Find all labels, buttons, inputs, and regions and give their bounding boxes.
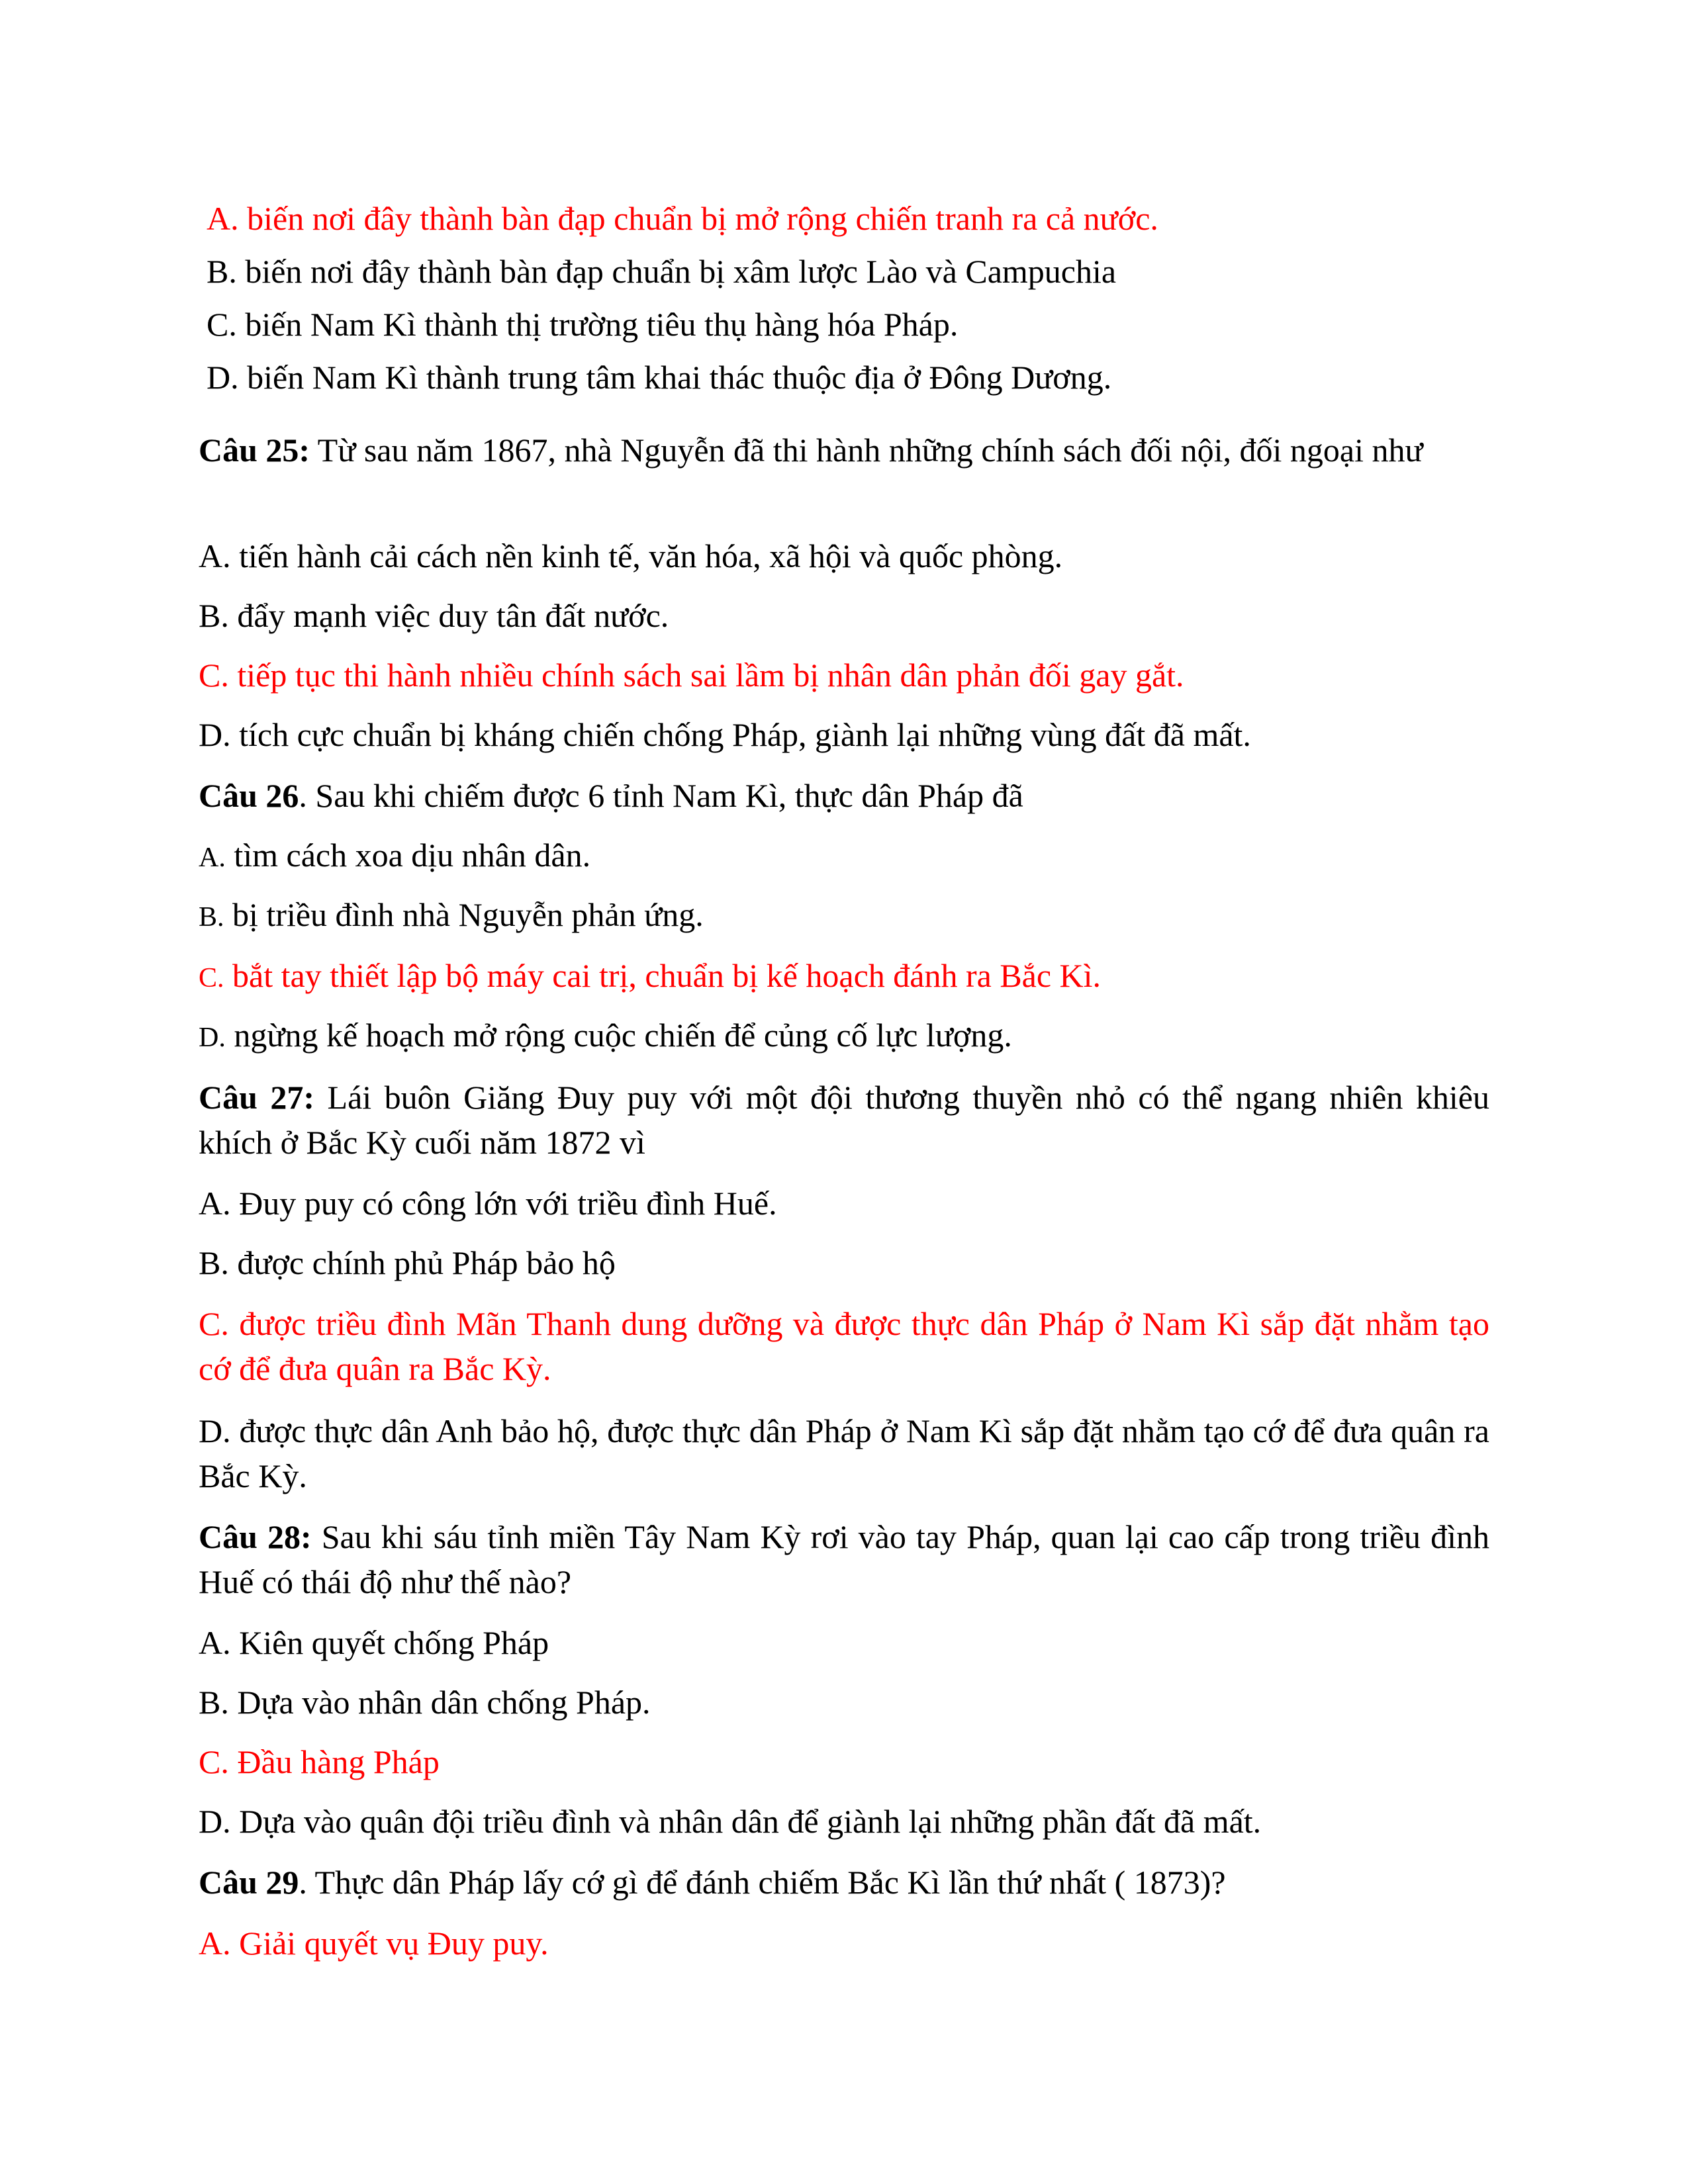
q26-option-c-letter: C. (199, 963, 224, 993)
question-28-label: Câu 28: (199, 1518, 312, 1555)
q25-option-c-correct: C. tiếp tục thi hành nhiều chính sách sai lầm bị nhân dân phản đối gay gắt. (199, 657, 1184, 694)
question-28 (199, 1514, 1489, 1604)
question-26-label: Câu 26 (199, 777, 299, 814)
question-25-text: Từ sau năm 1867, nhà Nguyễn đã thi hành những chính sách đối nội, đối ngoại như (310, 432, 1423, 469)
q27-option-a: A. Đuy puy có công lớn với triều đình Huế. (199, 1185, 777, 1222)
q26-option-b-letter: B. (199, 902, 224, 933)
question-27 (199, 1075, 1489, 1165)
question-27-text: Lái buôn Giăng Đuy puy với một đội thương thuyền nhỏ có thể ngang nhiên khiêu khích ở Bắc Kỳ cuối năm 1872 vì (199, 1079, 1489, 1161)
q26-option-a-text: tìm cách xoa dịu nhân dân. (225, 837, 591, 874)
question-29-label: Câu 29 (199, 1864, 299, 1901)
document-page (199, 0, 1489, 2184)
q25-option-d: D. tích cực chuẩn bị kháng chiến chống Pháp, giành lại những vùng đất đã mất. (199, 716, 1251, 753)
q25-option-b: B. đẩy mạnh việc duy tân đất nước. (199, 597, 669, 634)
question-29-text: . Thực dân Pháp lấy cớ gì để đánh chiếm Bắc Kì lần thứ nhất ( 1873)? (299, 1864, 1226, 1901)
q28-option-a: A. Kiên quyết chống Pháp (199, 1624, 549, 1661)
question-26-text: . Sau khi chiếm được 6 tỉnh Nam Kì, thực dân Pháp đã (299, 777, 1023, 814)
q27-option-c-correct: C. được triều đình Mãn Thanh dung dưỡng và được thực dân Pháp ở Nam Kì sắp đặt nhằm tạo cớ để đưa quân ra Bắc Kỳ. (199, 1305, 1489, 1387)
q28-option-d: D. Dựa vào quân đội triều đình và nhân dân để giành lại những phần đất đã mất. (199, 1803, 1262, 1840)
q26-option-d-text: ngừng kế hoạch mở rộng cuộc chiến để củng cố lực lượng. (225, 1017, 1012, 1054)
question-28-text: Sau khi sáu tỉnh miền Tây Nam Kỳ rơi vào tay Pháp, quan lại cao cấp trong triều đình Huế có thái độ như thế nào? (199, 1518, 1489, 1600)
question-29 (199, 1860, 1226, 1905)
q26-option-c-text: bắt tay thiết lập bộ máy cai trị, chuẩn bị kế hoạch đánh ra Bắc Kì. (224, 957, 1102, 994)
q24-option-d: D. biến Nam Kì thành trung tâm khai thác thuộc địa ở Đông Dương. (207, 359, 1112, 396)
q26-option-b (199, 892, 704, 940)
question-27-label: Câu 27: (199, 1079, 315, 1116)
q26-option-c-correct (199, 953, 1101, 1001)
q28-option-c-correct: C. Đầu hàng Pháp (199, 1743, 440, 1780)
question-25 (199, 428, 1489, 473)
q26-option-a-letter: A. (199, 842, 226, 873)
q26-option-d (199, 1013, 1012, 1060)
q24-option-c: C. biến Nam Kì thành thị trường tiêu thụ hàng hóa Pháp. (207, 306, 959, 343)
q27-option-d: D. được thực dân Anh bảo hộ, được thực dân Pháp ở Nam Kì sắp đặt nhằm tạo cớ để đưa quân ra Bắc Kỳ. (199, 1412, 1489, 1494)
q27-option-b: B. được chính phủ Pháp bảo hộ (199, 1244, 616, 1281)
q24-option-a-correct: A. biến nơi đây thành bàn đạp chuẩn bị mở rộng chiến tranh ra cả nước. (207, 200, 1158, 237)
q28-option-b: B. Dựa vào nhân dân chống Pháp. (199, 1684, 651, 1721)
q26-option-b-text: bị triều đình nhà Nguyễn phản ứng. (224, 896, 704, 933)
question-26 (199, 773, 1023, 818)
q26-option-a (199, 833, 590, 880)
question-25-label: Câu 25: (199, 432, 310, 469)
q24-option-b: B. biến nơi đây thành bàn đạp chuẩn bị xâm lược Lào và Campuchia (207, 253, 1117, 290)
q25-option-a: A. tiến hành cải cách nền kinh tế, văn hóa, xã hội và quốc phòng. (199, 537, 1063, 574)
q29-option-a-correct: A. Giải quyết vụ Đuy puy. (199, 1925, 549, 1962)
q26-option-d-letter: D. (199, 1023, 226, 1053)
